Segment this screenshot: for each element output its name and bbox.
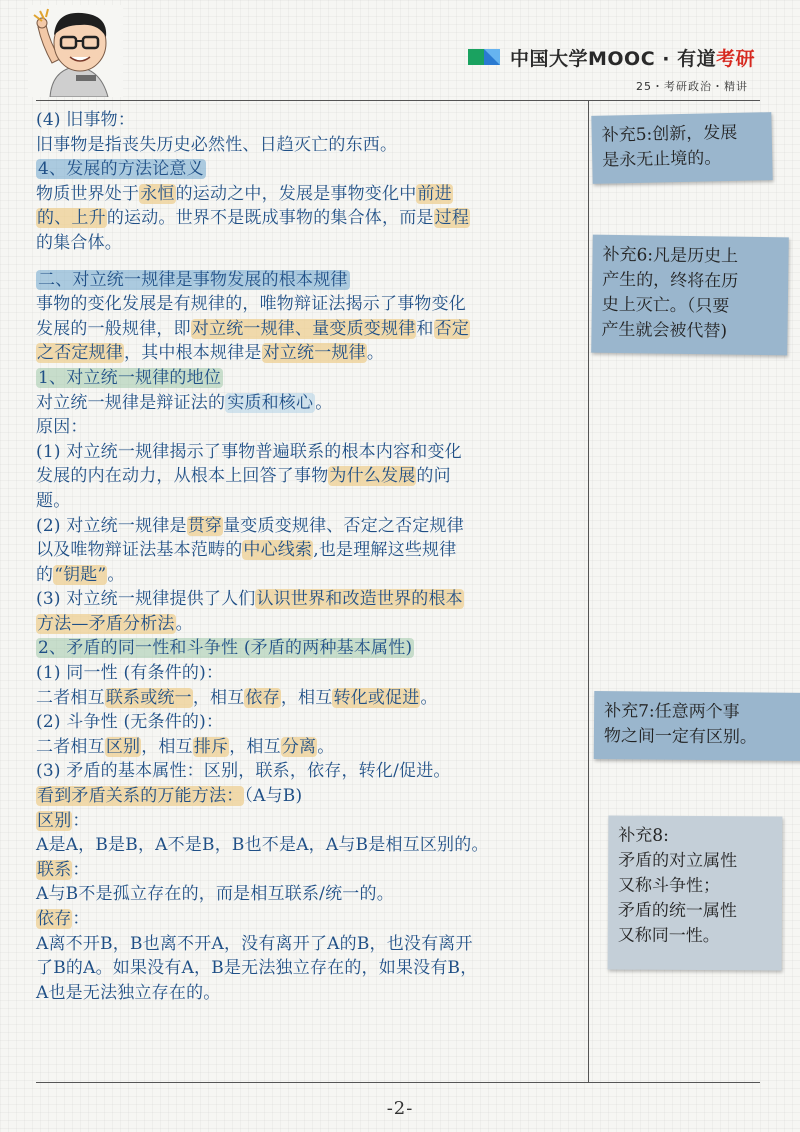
text-run: 量变质变规律、否定之否定规律 (223, 515, 464, 536)
text-run: (4) 旧事物： (36, 110, 136, 130)
highlighted-run: 区别 (105, 736, 141, 757)
content-line (36, 981, 588, 1006)
text-run: 以及唯物辩证法基本范畴的 (36, 540, 243, 561)
highlighted-run: 永恒 (140, 183, 175, 204)
content-line (36, 661, 588, 686)
note-line: 又称同一性。 (617, 925, 720, 947)
content-line (36, 932, 588, 957)
text-run: 原因： (36, 417, 88, 438)
text-run: 旧事物是指丧失历史必然性、日趋灭亡的东西。 (36, 134, 398, 155)
content-line (36, 686, 588, 711)
main-notes (36, 108, 588, 1005)
content-line (36, 366, 588, 391)
note-line: 物之间一定有区别。 (603, 726, 757, 748)
text-run: 二者相互 (36, 687, 105, 708)
note-line: 产生就会被代替) (601, 319, 728, 342)
content-line (36, 563, 588, 588)
content-line (36, 514, 588, 539)
text-run: 事物的变化发展是有规律的，唯物辩证法揭示了事物变化 (36, 294, 466, 315)
content-line (36, 809, 588, 834)
note-line: 补充6:凡是历史上 (602, 244, 739, 267)
content-line (36, 538, 588, 563)
text-run: 物质世界处于 (36, 183, 140, 204)
content-line (36, 108, 588, 133)
text-run: ，相互 (229, 736, 281, 757)
content-line (36, 759, 588, 784)
mooc-logo-icon (468, 45, 504, 69)
highlighted-run: 区别 (37, 810, 72, 831)
content-line (36, 182, 588, 207)
highlighted-run: 联系 (37, 859, 72, 880)
text-run: 对立统一规律是辩证法的 (36, 392, 226, 413)
highlighted-run: 分离 (281, 736, 317, 757)
text-run: 。 (315, 392, 333, 413)
header-rule (36, 100, 760, 101)
text-run: (1) 对立统一规律揭示了事物普遍联系的根本内容和变化 (36, 441, 462, 462)
note-supplement-6 (591, 235, 789, 356)
text-run: 发展的内在动力，从根本上回答了事物 (36, 466, 329, 487)
text-run: 。 (366, 343, 385, 364)
brand-kaoyan: 考研 (716, 47, 756, 70)
note-line: 补充8: (618, 825, 669, 846)
text-run: A也是无法独立存在的。 (36, 982, 221, 1003)
content-line (36, 231, 588, 256)
text-run: ，相互 (280, 687, 333, 708)
content-line (36, 464, 588, 489)
note-line: 产生的，终将在历 (602, 269, 739, 292)
text-run: (3) 矛盾的基本属性：区别，联系，依存，转化/促进。 (36, 761, 451, 782)
highlighted-run: 的、上升 (37, 208, 106, 229)
content-line (36, 907, 588, 932)
content-line (36, 206, 588, 231)
content-line (36, 882, 588, 907)
text-run: 。 (420, 687, 438, 708)
content-line (36, 833, 588, 858)
brand-name (510, 44, 755, 71)
text-run: ，相互 (192, 687, 245, 708)
text-run: A与B不是孤立存在的，而是相互联系/统一的。 (36, 884, 394, 905)
highlighted-run: 联系或统一 (105, 687, 192, 708)
text-run: ,也是理解这些规律 (313, 540, 457, 561)
highlighted-run: 过程 (434, 208, 470, 229)
brand-logo-area (468, 40, 755, 74)
content-line (36, 735, 588, 760)
content-line (36, 636, 588, 661)
note-line: 矛盾的统一属性 (617, 900, 737, 922)
note-supplement-5 (591, 112, 772, 184)
content-line (36, 317, 588, 342)
content-line (36, 956, 588, 981)
text-run: 和 (416, 318, 434, 339)
content-line (36, 710, 588, 735)
text-run: A离不开B，B也离不开A，没有离开了A的B，也没有离开 (36, 933, 473, 954)
text-run: A是A，B是B，A不是B，B也不是A，A与B是相互区别的。 (36, 835, 489, 856)
note-line: 是永无止境的。 (602, 148, 722, 171)
footer-rule (36, 1082, 760, 1083)
content-line (36, 858, 588, 883)
course-subtitle: 25・考研政治・精讲 (636, 80, 748, 93)
text-run: （A与B) (244, 786, 303, 807)
highlighted-run: 排斥 (193, 736, 229, 757)
highlighted-run: 对立统一规律 (262, 343, 366, 364)
text-run: 发展的一般规律，即 (36, 318, 191, 339)
highlighted-run: 1、对立统一规律的地位 (38, 367, 222, 388)
content-line (36, 292, 588, 317)
note-supplement-8 (608, 816, 783, 971)
highlighted-run: 认识世界和改造世界的根本 (256, 589, 463, 610)
text-run: (3) 对立统一规律提供了人们 (36, 589, 256, 610)
content-line (36, 391, 588, 416)
text-run: 二者相互 (36, 736, 105, 757)
highlighted-run: 看到矛盾关系的万能方法： (37, 786, 244, 807)
brand-dot: · (662, 47, 670, 70)
highlighted-run: 对立统一规律、量变质变规律 (191, 318, 416, 339)
highlighted-run: 2、矛盾的同一性和斗争性 (矛盾的两种基本属性) (38, 638, 413, 659)
content-line (36, 489, 588, 514)
highlighted-run: 依存 (245, 687, 280, 708)
brand-mooc: 中国大学MOOC (510, 47, 656, 70)
note-line: 补充7:任意两个事 (604, 701, 740, 723)
content-line (36, 341, 588, 366)
avatar (28, 5, 123, 97)
highlighted-run: 方法—矛盾分析法 (37, 613, 175, 634)
text-run: 。 (107, 564, 125, 585)
highlighted-run: “钥匙” (54, 564, 107, 585)
note-line: 史上灭亡。（只要 (601, 294, 730, 317)
content-line (36, 784, 588, 809)
text-run: 了B的A。如果没有A，B是无法独立存在的，如果没有B， (36, 958, 478, 979)
highlighted-run: 二、对立统一规律是事物发展的根本规律 (38, 269, 348, 290)
highlighted-run: 贯穿 (187, 515, 223, 536)
text-run: 的 (36, 564, 54, 585)
brand-youdao: 有道 (677, 47, 717, 70)
text-run: ： (72, 810, 90, 831)
highlighted-run: 之否定规律 (37, 343, 123, 364)
highlighted-run: 否定 (434, 318, 470, 339)
highlighted-run: 转化或促进 (333, 687, 420, 708)
text-run: (1) 同一性 (有条件的)： (36, 663, 224, 684)
content-line (36, 157, 588, 182)
column-divider (588, 100, 589, 1082)
page-number: -2- (386, 1098, 414, 1119)
content-line (36, 256, 588, 268)
text-run: 。 (175, 613, 193, 634)
note-line: 又称斗争性； (617, 875, 721, 897)
text-run: (2) 斗争性 (无条件的)： (36, 712, 224, 733)
highlighted-run: 为什么发展 (329, 466, 416, 487)
text-run: ，其中根本规律是 (124, 343, 262, 364)
content-line (36, 440, 588, 465)
text-run: (2) 对立统一规律是 (36, 515, 187, 536)
note-line: 矛盾的对立属性 (618, 850, 738, 872)
content-line (36, 133, 588, 158)
text-run: ： (72, 859, 90, 880)
text-run: ，相互 (141, 736, 193, 757)
highlighted-run: 前进 (417, 183, 452, 204)
text-run: 的运动之中，发展是事物变化中 (175, 183, 417, 204)
highlighted-run: 依存 (37, 909, 72, 929)
content-line (36, 268, 588, 293)
text-run: 题。 (36, 490, 71, 511)
note-line: 补充5:创新，发展 (601, 122, 738, 146)
content-line (36, 587, 588, 612)
text-run: 。 (317, 736, 335, 757)
content-line (36, 415, 588, 440)
text-run: 的集合体。 (36, 232, 122, 253)
highlighted-run: 4、发展的方法论意义 (38, 159, 204, 180)
text-run: 的运动。世界不是既成事物的集合体，而是 (106, 208, 434, 229)
highlighted-run: 实质和核心 (227, 392, 314, 413)
highlighted-run: 中心线索 (243, 540, 313, 561)
text-run: 的问 (416, 466, 451, 487)
content-line (36, 612, 588, 637)
text-run: ： (72, 909, 90, 929)
note-supplement-7 (594, 691, 800, 761)
